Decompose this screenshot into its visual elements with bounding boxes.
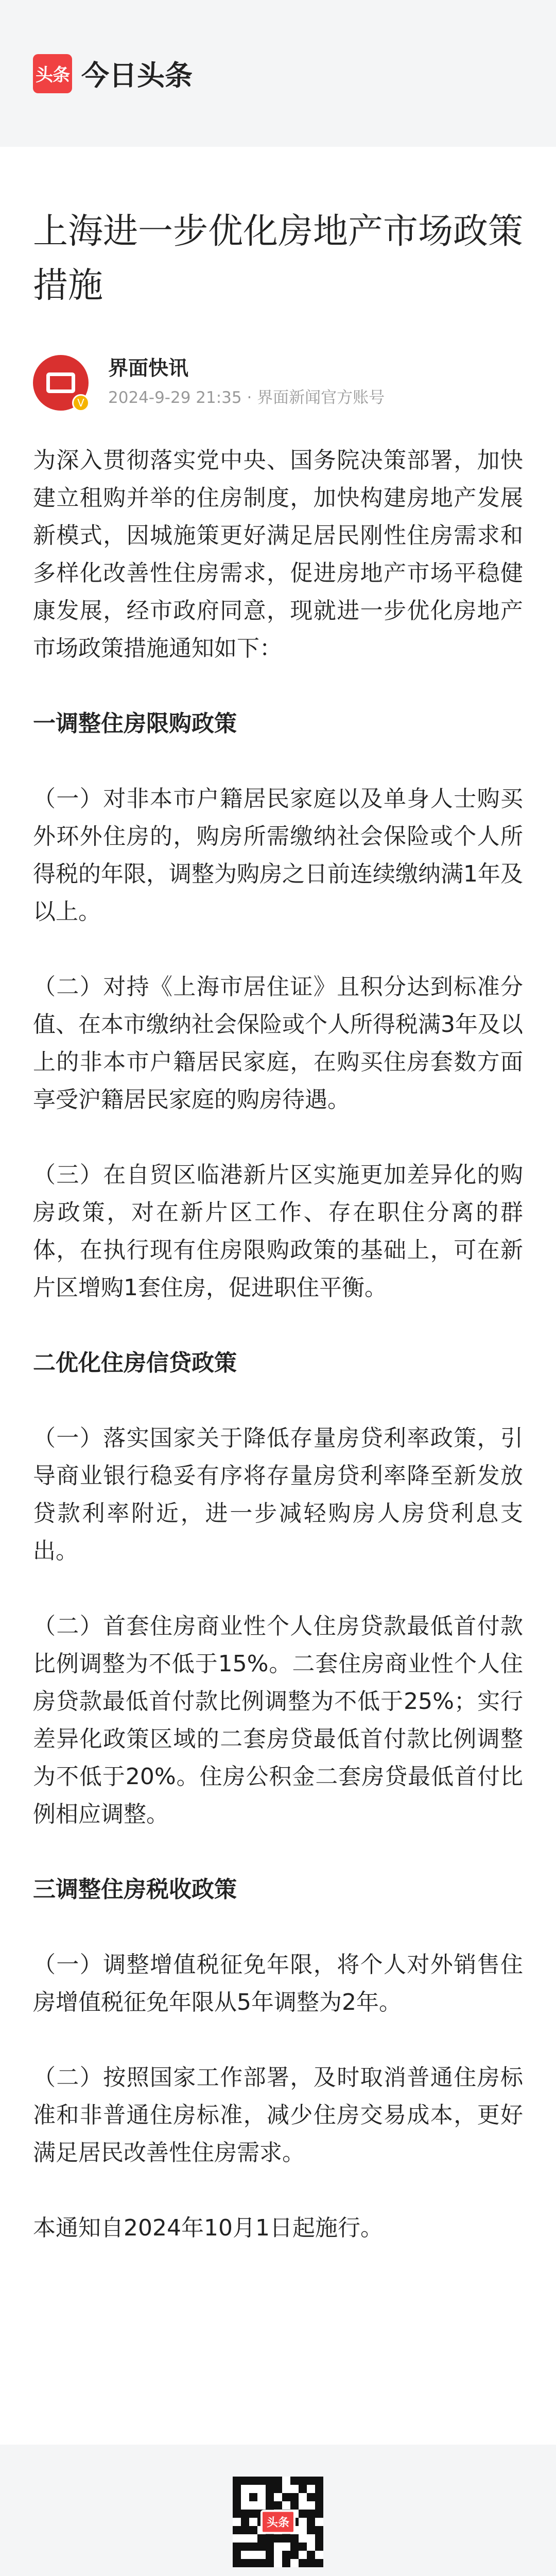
qr-module: [241, 2534, 249, 2543]
qr-module: [257, 2551, 266, 2559]
qr-module: [299, 2534, 307, 2543]
article-paragraph: 为深入贯彻落实党中央、国务院决策部署，加快建立租购并举的住房制度，加快构建房地产发展新模式，因城施策更好满足居民刚性住房需求和多样化改善性住房需求，促进房地产市场平稳健康发展，经市政府同意，现就进一步优化房地产市场政策措施通知如下：: [33, 447, 523, 662]
qr-module: [290, 2559, 299, 2567]
qr-module: [241, 2551, 249, 2559]
qr-module: [315, 2493, 323, 2501]
app-header: [0, 0, 556, 147]
qr-module: [282, 2534, 290, 2543]
qr-module: [233, 2543, 241, 2551]
qr-module: [249, 2526, 257, 2534]
qr-module: [241, 2493, 249, 2501]
qr-module: [290, 2534, 299, 2543]
author-meta: [108, 355, 385, 410]
qr-module: [290, 2543, 299, 2551]
qr-module: [274, 2534, 282, 2543]
qr-module: [282, 2551, 290, 2559]
article-paragraph: 本通知自2024年10月1日起施行。: [33, 2215, 383, 2241]
qr-module: [307, 2501, 315, 2510]
qr-module: [307, 2559, 315, 2567]
qr-module: [290, 2477, 299, 2485]
qr-module: [266, 2501, 274, 2510]
qr-module: [282, 2559, 290, 2567]
qr-module: [233, 2518, 241, 2526]
qr-module: [266, 2493, 274, 2501]
qr-module: [307, 2510, 315, 2518]
qr-module: [290, 2501, 299, 2510]
qr-module: [307, 2543, 315, 2551]
qr-module: [299, 2501, 307, 2510]
qr-module: [299, 2526, 307, 2534]
qr-module: [282, 2485, 290, 2493]
article-paragraph: （一）调整增值税征免年限，将个人对外销售住房增值税征免年限从5年调整为2年。: [33, 1952, 523, 2015]
qr-module: [241, 2526, 249, 2534]
qr-module: [315, 2526, 323, 2534]
qr-module: [241, 2510, 249, 2518]
qr-module: [315, 2543, 323, 2551]
qr-module: [274, 2485, 282, 2493]
qr-module: [282, 2477, 290, 2485]
qr-module: [315, 2477, 323, 2485]
qr-module: [315, 2559, 323, 2567]
qr-module: [241, 2501, 249, 2510]
qr-module: [307, 2526, 315, 2534]
article-paragraph: （二）按照国家工作部署，及时取消普通住房标准和非普通住房标准，减少住房交易成本，更好满足居民改善性住房需求。: [33, 2064, 523, 2166]
article-paragraph: （三）在自贸区临港新片区实施更加差异化的购房政策，对在新片区工作、存在职住分离的群体，在执行现有住房限购政策的基础上，可在新片区增购1套住房，促进职住平衡。: [33, 1162, 523, 1301]
qr-module: [233, 2559, 241, 2567]
qr-module: [307, 2551, 315, 2559]
qr-module: [282, 2543, 290, 2551]
qr-module: [249, 2501, 257, 2510]
article-paragraph: （一）对非本市户籍居民家庭以及单身人士购买外环外住房的，购房所需缴纳社会保险或个人所得税的年限，调整为购房之日前连续缴纳满1年及以上。: [33, 786, 523, 925]
qr-module: [274, 2493, 282, 2501]
author-avatar[interactable]: [33, 355, 89, 411]
qr-module: [315, 2485, 323, 2493]
qr-module: [249, 2485, 257, 2493]
qr-module: [233, 2526, 241, 2534]
verified-badge-icon: V: [72, 394, 90, 412]
qr-module: [241, 2559, 249, 2567]
qr-module: [257, 2493, 266, 2501]
qr-module: [315, 2534, 323, 2543]
qr-module: [299, 2518, 307, 2526]
qr-module: [299, 2485, 307, 2493]
qr-module: [241, 2485, 249, 2493]
qr-code[interactable]: [233, 2477, 323, 2567]
qr-module: [233, 2534, 241, 2543]
article-title: 上海进一步优化房地产市场政策措施: [33, 211, 524, 306]
article-card: [0, 147, 556, 2445]
qr-module: [290, 2485, 299, 2493]
qr-module: [274, 2559, 282, 2567]
qr-module: [307, 2518, 315, 2526]
qr-module: [274, 2551, 282, 2559]
qr-module: [241, 2543, 249, 2551]
qr-module: [249, 2477, 257, 2485]
qr-module: [299, 2477, 307, 2485]
qr-module: [299, 2493, 307, 2501]
article-paragraph: （二）对持《上海市居住证》且积分达到标准分值、在本市缴纳社会保险或个人所得税满3年及以上的非本市户籍居民家庭，在购买住房套数方面享受沪籍居民家庭的购房待遇。: [33, 974, 523, 1113]
article-paragraph: （二）首套住房商业性个人住房贷款最低首付款比例调整为不低于15%。二套住房商业性个人住房贷款最低首付款比例调整为不低于25%；实行差异化政策区域的二套房贷最低首付款比例调整为不低于20%。住房公积金二套房贷最低首付比例相应调整。: [33, 1613, 523, 1827]
jiemian-logo-icon: [46, 372, 75, 393]
qr-module: [233, 2477, 241, 2485]
qr-module: [299, 2510, 307, 2518]
qr-module: [257, 2477, 266, 2485]
qr-module: [241, 2477, 249, 2485]
qr-module: [307, 2534, 315, 2543]
qr-module: [274, 2543, 282, 2551]
qr-module: [249, 2559, 257, 2567]
qr-module: [266, 2534, 274, 2543]
qr-module: [282, 2493, 290, 2501]
publish-info: 2024-9-29 21:35 · 界面新闻官方账号: [108, 388, 385, 407]
qr-module: [233, 2493, 241, 2501]
qr-module: [307, 2493, 315, 2501]
qr-module: [249, 2518, 257, 2526]
qr-badge: 头条: [260, 2510, 296, 2534]
qr-module: [266, 2551, 274, 2559]
qr-module: [315, 2501, 323, 2510]
section-heading: 二优化住房信贷政策: [33, 1350, 237, 1376]
qr-module: [241, 2518, 249, 2526]
qr-module: [315, 2510, 323, 2518]
qr-module: [266, 2485, 274, 2493]
qr-module: [290, 2551, 299, 2559]
qr-module: [274, 2501, 282, 2510]
qr-module: [257, 2559, 266, 2567]
section-heading: 一调整住房限购政策: [33, 710, 237, 737]
qr-module: [307, 2485, 315, 2493]
qr-module: [249, 2534, 257, 2543]
qr-module: [257, 2501, 266, 2510]
qr-module: [257, 2534, 266, 2543]
qr-module: [233, 2551, 241, 2559]
qr-module: [299, 2559, 307, 2567]
qr-module: [257, 2543, 266, 2551]
qr-module: [266, 2543, 274, 2551]
qr-module: [307, 2477, 315, 2485]
qr-module: [266, 2559, 274, 2567]
qr-module: [257, 2485, 266, 2493]
author-name[interactable]: 界面快讯: [108, 357, 189, 380]
qr-module: [315, 2518, 323, 2526]
qr-module: [266, 2477, 274, 2485]
qr-module: [233, 2510, 241, 2518]
qr-module: [249, 2551, 257, 2559]
qr-module: [299, 2551, 307, 2559]
share-footer: [0, 2445, 556, 2576]
toutiao-logo-icon: 头条: [33, 54, 72, 93]
qr-module: [315, 2551, 323, 2559]
qr-module: [233, 2485, 241, 2493]
article-paragraph: （一）落实国家关于降低存量房贷利率政策，引导商业银行稳妥有序将存量房贷利率降至新发放贷款利率附近，进一步减轻购房人房贷利息支出。: [33, 1425, 523, 1564]
qr-module: [290, 2493, 299, 2501]
qr-module: [233, 2501, 241, 2510]
article-body: [33, 442, 523, 2247]
qr-module: [282, 2501, 290, 2510]
section-heading: 三调整住房税收政策: [33, 1876, 237, 1903]
qr-module: [274, 2477, 282, 2485]
qr-module: [249, 2493, 257, 2501]
qr-module: [249, 2543, 257, 2551]
qr-module: [249, 2510, 257, 2518]
app-name: 今日头条: [81, 59, 193, 92]
author-row: [33, 355, 523, 411]
qr-module: [299, 2543, 307, 2551]
